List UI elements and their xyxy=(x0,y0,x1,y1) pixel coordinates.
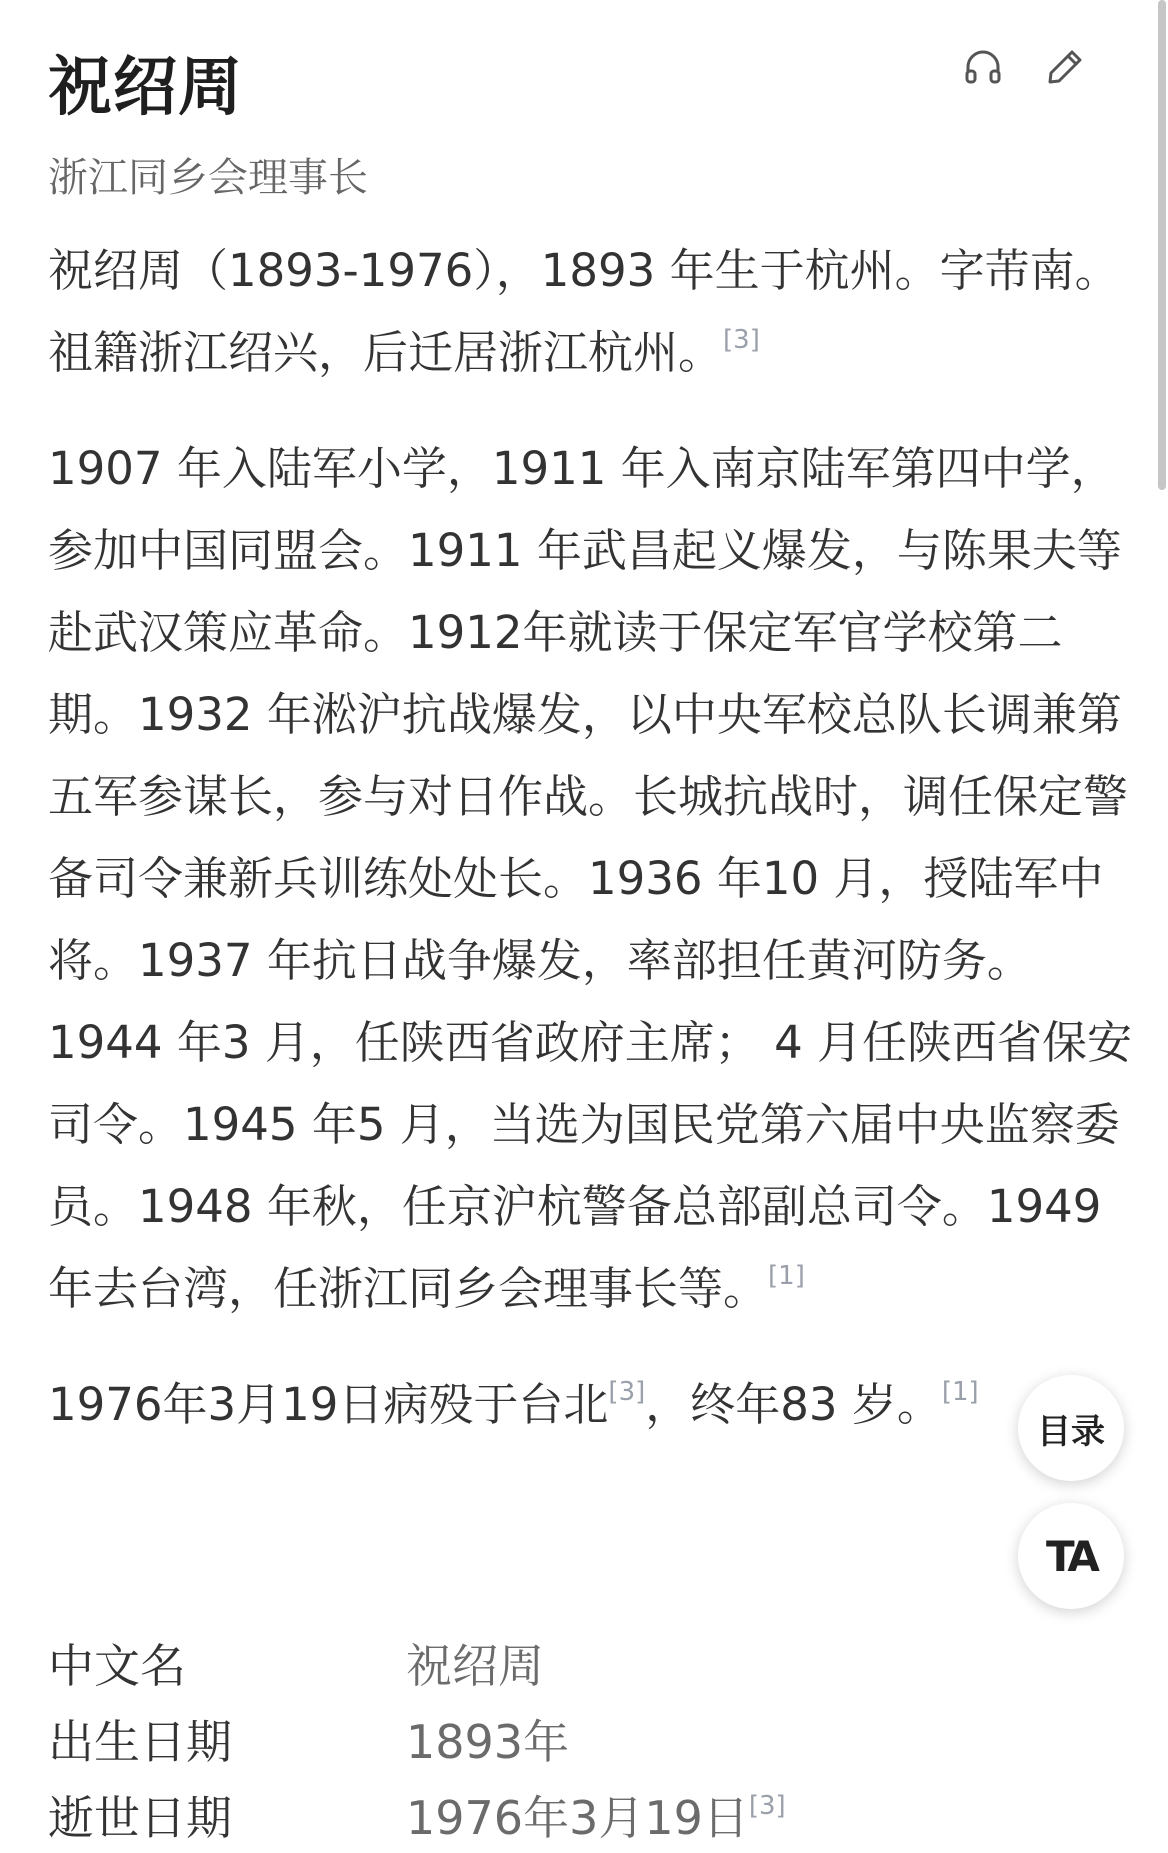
paragraph-text: ，终年83 岁。 xyxy=(645,1378,942,1431)
paragraph-intro xyxy=(48,230,1138,394)
info-value-text: 1976年3月19日 xyxy=(406,1791,749,1845)
reference-link[interactable]: [1] xyxy=(941,1377,979,1407)
info-label: 逝世日期 xyxy=(48,1791,232,1845)
info-label: 中文名 xyxy=(48,1639,186,1693)
paragraph-text: 1976年3月19日病殁于台北 xyxy=(48,1378,609,1431)
header xyxy=(48,36,1120,126)
info-value-text: 祝绍周 xyxy=(406,1639,544,1693)
paragraph-death xyxy=(48,1364,1138,1446)
reference-link[interactable]: [3] xyxy=(608,1377,646,1407)
info-value-text: 1893年 xyxy=(406,1715,570,1769)
scrollbar[interactable] xyxy=(1158,0,1166,490)
reference-link[interactable]: [1] xyxy=(768,1261,805,1291)
info-value xyxy=(406,1630,544,1696)
reference-link[interactable]: [3] xyxy=(748,1791,786,1821)
info-value xyxy=(406,1706,569,1772)
page-title: 祝绍周 xyxy=(48,51,243,125)
edit-icon[interactable] xyxy=(1042,44,1088,90)
text-size-button[interactable]: TA xyxy=(1018,1503,1124,1609)
info-row xyxy=(48,1625,1128,1701)
header-actions xyxy=(960,44,1088,90)
info-row xyxy=(48,1701,1128,1777)
infobox xyxy=(48,1625,1128,1853)
info-row xyxy=(48,1777,1128,1853)
paragraph-career xyxy=(48,428,1138,1330)
headphones-icon[interactable] xyxy=(960,44,1006,90)
reference-link[interactable]: [3] xyxy=(723,325,760,355)
paragraph-text: 祝绍周（1893-1976），1893 年生于杭州。字芾南。祖籍浙江绍兴，后迁居浙江杭州。 xyxy=(48,244,1120,379)
info-value xyxy=(406,1782,786,1848)
info-label: 出生日期 xyxy=(48,1715,232,1769)
table-of-contents-button[interactable]: 目录 xyxy=(1018,1375,1124,1481)
subtitle: 浙江同乡会理事长 xyxy=(48,155,368,201)
paragraph-text: 1907 年入陆军小学，1911 年入南京陆军第四中学，参加中国同盟会。1911 年武昌起义爆发，与陈果夫等赴武汉策应革命。1912年就读于保定军官学校第二期。1932 年淞沪抗战爆发，以中央军校总队长调兼第五军参谋长，参与对日作战。长城抗战时，调任保定警备司令兼新兵训练处处长。1936 年10 月，授陆军中将。1937 年抗日战争爆发，率部担任黄河防务。1944 年3 月，任陕西省政府主席； 4 月任陕西省保安司令。1945 年5 月，当选为国民党第六届中央监察委员。1948 年秋，任京沪杭警备总部副总司令。1949 年去台湾，任浙江同乡会理事长等。 xyxy=(48,442,1133,1315)
summary-content xyxy=(48,230,1138,1480)
